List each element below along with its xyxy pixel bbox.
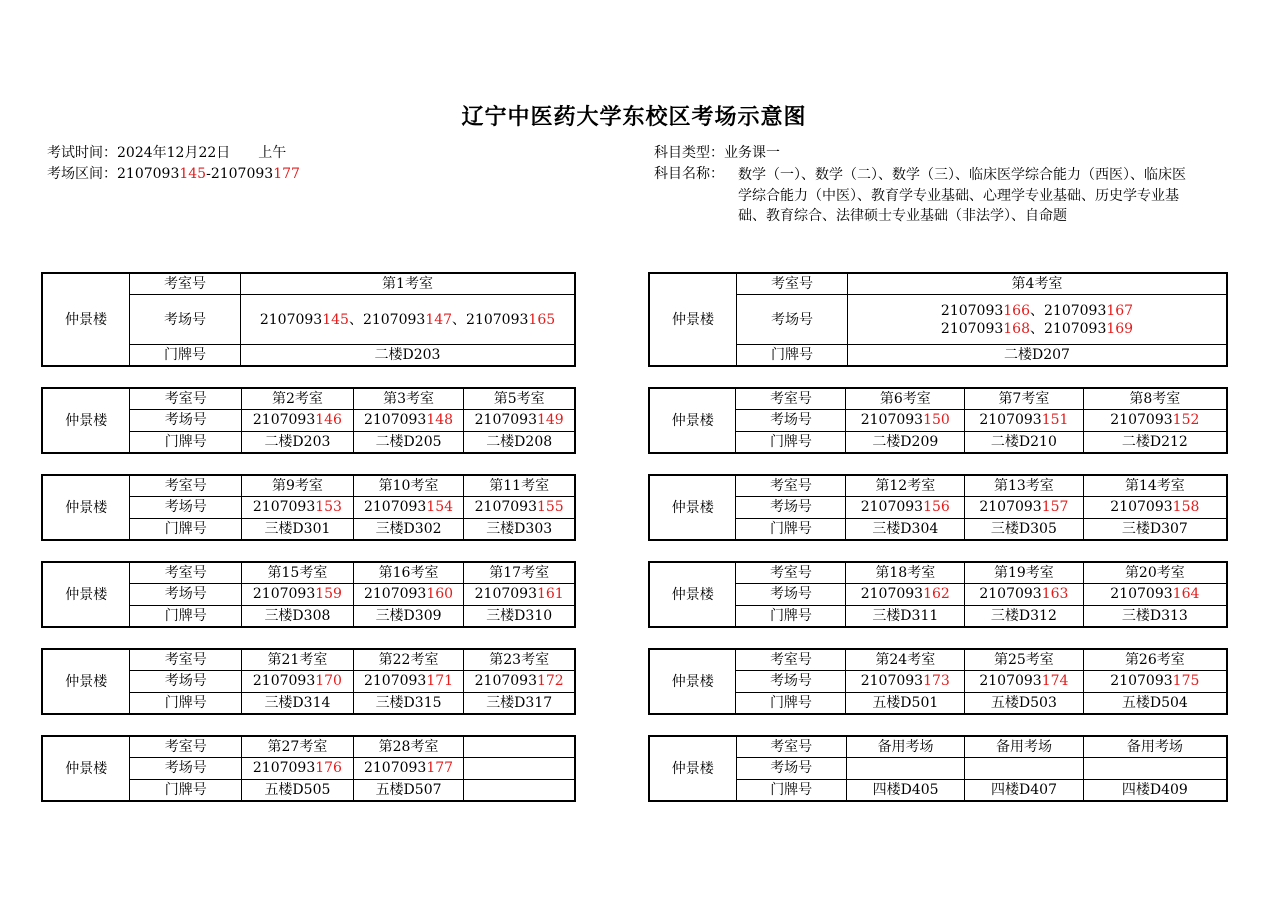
door-cell: 三楼D313 bbox=[1083, 605, 1227, 627]
building-name: 仲景楼 bbox=[42, 562, 130, 627]
door-cell: 四楼D407 bbox=[965, 779, 1083, 801]
room-cell: 第3考室 bbox=[353, 388, 464, 410]
room-cell: 第23考室 bbox=[464, 649, 575, 671]
door-cell: 三楼D317 bbox=[464, 692, 575, 714]
exam-suffix: 153 bbox=[315, 499, 342, 516]
door-cell: 五楼D505 bbox=[242, 779, 354, 801]
door-cell: 三楼D301 bbox=[242, 518, 354, 540]
exam-cell: 2107093170 bbox=[242, 671, 354, 692]
room-cell: 第7考室 bbox=[965, 388, 1084, 410]
row-label-room: 考室号 bbox=[130, 649, 242, 671]
building-name: 仲景楼 bbox=[42, 273, 130, 366]
row-label-room: 考室号 bbox=[130, 273, 241, 295]
door-cell: 二楼D210 bbox=[965, 431, 1084, 453]
row-label-door: 门牌号 bbox=[130, 605, 242, 627]
exam-block-1 bbox=[41, 272, 576, 367]
range-to-suffix: 177 bbox=[273, 166, 300, 182]
room-cell: 第8考室 bbox=[1083, 388, 1227, 410]
room-cell: 第12考室 bbox=[846, 475, 965, 497]
door-cell: 二楼D207 bbox=[848, 345, 1228, 367]
exam-cell: 2107093161 bbox=[464, 584, 575, 605]
building-name: 仲景楼 bbox=[649, 649, 736, 714]
row-label-room: 考室号 bbox=[736, 736, 846, 758]
exam-suffix: 164 bbox=[1172, 586, 1200, 603]
room-cell: 备用考场 bbox=[965, 736, 1083, 758]
row-label-door: 门牌号 bbox=[130, 431, 242, 453]
building-name: 仲景楼 bbox=[42, 736, 130, 801]
room-cell: 第27考室 bbox=[242, 736, 354, 758]
building-name: 仲景楼 bbox=[42, 475, 130, 540]
row-label-room: 考室号 bbox=[130, 388, 242, 410]
building-name: 仲景楼 bbox=[649, 388, 736, 453]
page-title: 辽宁中医药大学东校区考场示意图 bbox=[461, 105, 807, 130]
exam-cell: 2107093155 bbox=[464, 497, 575, 518]
door-cell: 四楼D409 bbox=[1083, 779, 1227, 801]
door-cell: 四楼D405 bbox=[846, 779, 964, 801]
exam-cell: 2107093160 bbox=[353, 584, 464, 605]
door-cell: 五楼D507 bbox=[353, 779, 464, 801]
exam-block-9 bbox=[41, 648, 576, 715]
exam-block-8 bbox=[648, 561, 1228, 628]
exam-suffix: 156 bbox=[923, 499, 950, 516]
door-cell: 三楼D303 bbox=[464, 518, 575, 540]
row-label-exam: 考场号 bbox=[736, 410, 846, 431]
exam-suffix: 147 bbox=[425, 311, 453, 328]
building-name: 仲景楼 bbox=[649, 475, 736, 540]
exam-suffix: 176 bbox=[315, 760, 342, 777]
exam-cell: 2107093158 bbox=[1083, 497, 1227, 518]
row-label-door: 门牌号 bbox=[736, 518, 846, 540]
room-cell: 第11考室 bbox=[464, 475, 575, 497]
row-label-door: 门牌号 bbox=[736, 692, 846, 714]
exam-suffix: 154 bbox=[426, 499, 454, 516]
exam-suffix: 170 bbox=[315, 673, 342, 690]
row-label-exam: 考场号 bbox=[130, 671, 242, 692]
exam-suffix: 173 bbox=[923, 673, 950, 690]
room-cell: 第24考室 bbox=[846, 649, 965, 671]
row-label-room: 考室号 bbox=[736, 388, 846, 410]
exam-cell bbox=[846, 758, 964, 779]
room-cell: 第15考室 bbox=[242, 562, 354, 584]
room-cell: 第2考室 bbox=[242, 388, 354, 410]
row-label-exam: 考场号 bbox=[737, 295, 848, 345]
door-cell: 二楼D208 bbox=[464, 431, 575, 453]
subject-names: 数学（一）、数学（二）、数学（三）、临床医学综合能力（西医）、临床医学综合能力（中医）、教育学专业基础、心理学专业基础、历史学专业基础、教育综合、法律硕士专业基础（非法学）、自命题 bbox=[738, 167, 1186, 224]
door-cell: 三楼D314 bbox=[242, 692, 354, 714]
exam-cell: 2107093149 bbox=[464, 410, 575, 431]
room-cell: 备用考场 bbox=[1083, 736, 1227, 758]
exam-time bbox=[47, 143, 286, 163]
exam-cell: 2107093164 bbox=[1083, 584, 1227, 605]
row-label-room: 考室号 bbox=[737, 273, 848, 295]
building-name: 仲景楼 bbox=[42, 649, 130, 714]
row-label-door: 门牌号 bbox=[130, 345, 241, 367]
row-label-door: 门牌号 bbox=[130, 692, 242, 714]
row-label-exam: 考场号 bbox=[736, 497, 846, 518]
row-label-door: 门牌号 bbox=[130, 779, 242, 801]
exam-suffix: 145 bbox=[322, 311, 349, 328]
exam-cell bbox=[1083, 758, 1227, 779]
door-cell: 三楼D307 bbox=[1083, 518, 1227, 540]
exam-cell: 2107093177 bbox=[353, 758, 464, 779]
exam-cell: 2107093172 bbox=[464, 671, 575, 692]
door-cell: 二楼D205 bbox=[353, 431, 464, 453]
door-cell: 三楼D311 bbox=[846, 605, 965, 627]
exam-range-label: 考场区间： bbox=[47, 166, 117, 182]
exam-suffix: 148 bbox=[426, 412, 454, 429]
exam-session: 上午 bbox=[258, 145, 287, 161]
exam-cell: 2107093145、2107093147、2107093165 bbox=[241, 295, 576, 345]
room-cell: 第20考室 bbox=[1083, 562, 1227, 584]
door-cell: 三楼D309 bbox=[353, 605, 464, 627]
row-label-exam: 考场号 bbox=[736, 671, 846, 692]
exam-suffix: 174 bbox=[1041, 673, 1069, 690]
door-cell: 三楼D310 bbox=[464, 605, 575, 627]
exam-suffix: 155 bbox=[536, 499, 564, 516]
row-label-room: 考室号 bbox=[736, 562, 846, 584]
room-cell: 第25考室 bbox=[965, 649, 1084, 671]
exam-suffix: 159 bbox=[315, 586, 342, 603]
exam-suffix: 169 bbox=[1106, 320, 1134, 337]
room-cell: 第9考室 bbox=[242, 475, 354, 497]
exam-cell: 2107093171 bbox=[353, 671, 464, 692]
row-label-room: 考室号 bbox=[130, 562, 242, 584]
row-label-room: 考室号 bbox=[130, 736, 242, 758]
building-name: 仲景楼 bbox=[42, 388, 130, 453]
room-cell: 第1考室 bbox=[241, 273, 576, 295]
exam-suffix: 161 bbox=[536, 586, 564, 603]
range-separator: - bbox=[206, 166, 211, 182]
exam-suffix: 152 bbox=[1172, 412, 1200, 429]
exam-cell: 2107093163 bbox=[965, 584, 1084, 605]
row-label-room: 考室号 bbox=[736, 475, 846, 497]
exam-cell: 2107093156 bbox=[846, 497, 965, 518]
exam-block-10 bbox=[648, 648, 1228, 715]
door-cell: 三楼D312 bbox=[965, 605, 1084, 627]
exam-suffix: 165 bbox=[528, 311, 556, 328]
row-label-exam: 考场号 bbox=[736, 758, 846, 779]
door-cell: 三楼D315 bbox=[353, 692, 464, 714]
room-cell: 第21考室 bbox=[242, 649, 354, 671]
room-cell: 第22考室 bbox=[353, 649, 464, 671]
door-cell: 五楼D501 bbox=[846, 692, 965, 714]
exam-block-7 bbox=[41, 561, 576, 628]
room-cell: 备用考场 bbox=[846, 736, 964, 758]
exam-cell: 2107093176 bbox=[242, 758, 354, 779]
exam-suffix: 175 bbox=[1172, 673, 1200, 690]
exam-suffix: 171 bbox=[426, 673, 454, 690]
exam-suffix: 150 bbox=[923, 412, 950, 429]
exam-cell: 2107093152 bbox=[1083, 410, 1227, 431]
room-cell: 第10考室 bbox=[353, 475, 464, 497]
room-cell: 第18考室 bbox=[846, 562, 965, 584]
room-cell: 第5考室 bbox=[464, 388, 575, 410]
door-cell: 二楼D203 bbox=[241, 345, 576, 367]
exam-block-4 bbox=[648, 387, 1228, 454]
row-label-door: 门牌号 bbox=[737, 345, 848, 367]
exam-suffix: 172 bbox=[536, 673, 564, 690]
row-label-door: 门牌号 bbox=[736, 605, 846, 627]
range-from-suffix: 145 bbox=[179, 166, 207, 182]
range-from-prefix: 2107093 bbox=[117, 166, 180, 182]
door-cell: 三楼D305 bbox=[965, 518, 1084, 540]
exam-block-5 bbox=[41, 474, 576, 541]
exam-cell: 2107093151 bbox=[965, 410, 1084, 431]
exam-cell: 2107093166、2107093167 2107093168、2107093169 bbox=[848, 295, 1228, 345]
exam-cell: 2107093154 bbox=[353, 497, 464, 518]
building-name: 仲景楼 bbox=[649, 736, 736, 801]
subject-type-value: 业务课一 bbox=[724, 145, 780, 161]
exam-block-2 bbox=[648, 272, 1228, 367]
exam-cell: 2107093162 bbox=[846, 584, 965, 605]
row-label-exam: 考场号 bbox=[130, 497, 242, 518]
exam-block-12 bbox=[648, 735, 1228, 802]
exam-cell: 2107093146 bbox=[242, 410, 354, 431]
exam-cell: 2107093173 bbox=[846, 671, 965, 692]
range-to-prefix: 2107093 bbox=[210, 166, 274, 182]
exam-cell: 2107093175 bbox=[1083, 671, 1227, 692]
exam-suffix: 168 bbox=[1003, 320, 1030, 337]
door-cell: 二楼D203 bbox=[242, 431, 354, 453]
exam-suffix: 157 bbox=[1041, 499, 1069, 516]
door-cell: 三楼D304 bbox=[846, 518, 965, 540]
room-cell: 第4考室 bbox=[848, 273, 1228, 295]
exam-block-3 bbox=[41, 387, 576, 454]
room-cell: 第6考室 bbox=[846, 388, 965, 410]
room-cell: 第19考室 bbox=[965, 562, 1084, 584]
exam-cell: 2107093157 bbox=[965, 497, 1084, 518]
row-label-door: 门牌号 bbox=[736, 431, 846, 453]
exam-suffix: 158 bbox=[1172, 499, 1200, 516]
row-label-exam: 考场号 bbox=[130, 584, 242, 605]
row-label-room: 考室号 bbox=[130, 475, 242, 497]
row-label-exam: 考场号 bbox=[130, 295, 241, 345]
room-cell: 第26考室 bbox=[1083, 649, 1227, 671]
building-name: 仲景楼 bbox=[649, 562, 736, 627]
exam-suffix: 162 bbox=[923, 586, 950, 603]
exam-suffix: 149 bbox=[536, 412, 564, 429]
row-label-exam: 考场号 bbox=[736, 584, 846, 605]
exam-suffix: 146 bbox=[315, 412, 342, 429]
room-cell: 第14考室 bbox=[1083, 475, 1227, 497]
door-cell: 二楼D212 bbox=[1083, 431, 1227, 453]
exam-cell: 2107093150 bbox=[846, 410, 965, 431]
room-cell: 第28考室 bbox=[353, 736, 464, 758]
room-cell: 第17考室 bbox=[464, 562, 575, 584]
exam-suffix: 167 bbox=[1106, 302, 1134, 319]
exam-cell: 2107093153 bbox=[242, 497, 354, 518]
exam-cell: 2107093159 bbox=[242, 584, 354, 605]
subject-name-label: 科目名称： bbox=[654, 166, 724, 182]
exam-block-11 bbox=[41, 735, 576, 802]
row-label-room: 考室号 bbox=[736, 649, 846, 671]
exam-range bbox=[47, 164, 300, 184]
door-cell: 三楼D302 bbox=[353, 518, 464, 540]
row-label-door: 门牌号 bbox=[130, 518, 242, 540]
room-cell: 第16考室 bbox=[353, 562, 464, 584]
exam-suffix: 177 bbox=[426, 760, 454, 777]
exam-suffix: 163 bbox=[1041, 586, 1069, 603]
door-cell: 三楼D308 bbox=[242, 605, 354, 627]
exam-cell bbox=[464, 758, 575, 779]
exam-cell bbox=[965, 758, 1083, 779]
row-label-door: 门牌号 bbox=[736, 779, 846, 801]
door-cell: 五楼D503 bbox=[965, 692, 1084, 714]
door-cell: 二楼D209 bbox=[846, 431, 965, 453]
exam-block-6 bbox=[648, 474, 1228, 541]
exam-cell: 2107093148 bbox=[353, 410, 464, 431]
row-label-exam: 考场号 bbox=[130, 410, 242, 431]
door-cell: 五楼D504 bbox=[1083, 692, 1227, 714]
exam-suffix: 160 bbox=[426, 586, 454, 603]
room-cell: 第13考室 bbox=[965, 475, 1084, 497]
door-cell bbox=[464, 779, 575, 801]
room-cell bbox=[464, 736, 575, 758]
row-label-exam: 考场号 bbox=[130, 758, 242, 779]
building-name: 仲景楼 bbox=[649, 273, 737, 366]
subject-type-label: 科目类型： bbox=[654, 145, 724, 161]
exam-suffix: 151 bbox=[1041, 412, 1069, 429]
exam-cell: 2107093174 bbox=[965, 671, 1084, 692]
exam-time-value: 2024年12月22日 bbox=[117, 145, 231, 161]
subject-type bbox=[654, 143, 780, 163]
exam-time-label: 考试时间： bbox=[47, 145, 117, 161]
exam-suffix: 166 bbox=[1003, 302, 1030, 319]
